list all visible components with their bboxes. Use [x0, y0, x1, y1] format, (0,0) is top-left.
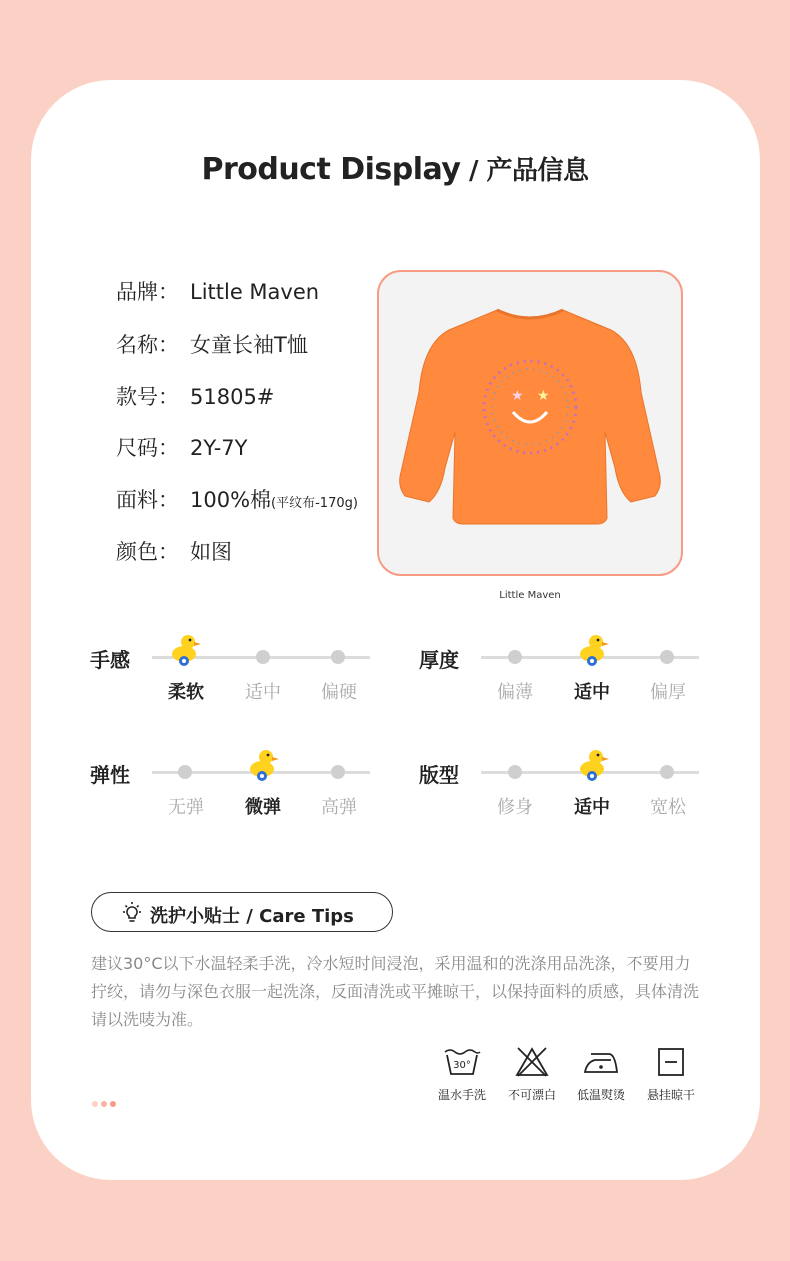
scale-dot	[178, 765, 192, 779]
spec-color: 颜色： 如图	[116, 540, 232, 564]
wash-symbol-hand-wash: 30° 温水手洗	[427, 1046, 497, 1103]
spec-brand: 品牌： Little Maven	[116, 280, 320, 304]
no-bleach-icon	[514, 1046, 550, 1078]
scale-option: 偏薄	[497, 682, 533, 703]
care-instructions: 建议30°C以下水温轻柔手洗，冷水短时间浸泡，采用温和的洗涤用品洗涤，不要用力拧绞，请勿与深色衣服一起洗涤，反面清洗或平摊晾干，以保持面料的质感，具体清洗请以洗唛为准。	[91, 954, 700, 1029]
scale-option-selected: 适中	[574, 797, 610, 818]
scale-dot	[256, 650, 270, 664]
scale-dot	[660, 765, 674, 779]
product-image-caption: Little Maven	[499, 590, 561, 601]
page-title: Product Display / 产品信息	[201, 152, 589, 187]
spec-style-number: 款号： 51805#	[116, 385, 275, 409]
scale-dot	[508, 765, 522, 779]
scale-option-selected: 适中	[574, 682, 610, 703]
scale-label-elasticity: 弹性	[90, 763, 130, 787]
scale-option: 宽松	[650, 797, 686, 818]
svg-text:★: ★	[537, 388, 550, 404]
scale-dot	[331, 765, 345, 779]
scale-option-selected: 微弹	[245, 797, 281, 818]
care-tips-pill	[91, 892, 393, 932]
decorative-dots	[92, 1092, 119, 1111]
scale-option: 修身	[497, 797, 533, 818]
scale-option: 适中	[245, 682, 281, 703]
scale-dot	[508, 650, 522, 664]
wash-symbol-low-iron: 低温熨烫	[566, 1046, 636, 1103]
spec-size: 尺码： 2Y-7Y	[116, 436, 248, 460]
scale-label-fit: 版型	[419, 763, 459, 787]
scale-dot	[331, 650, 345, 664]
low-iron-icon	[581, 1046, 621, 1078]
wash-symbol-hang-dry: 悬挂晾干	[636, 1046, 706, 1103]
scale-option: 偏硬	[321, 682, 357, 703]
scale-dot	[660, 650, 674, 664]
hand-wash-30-icon	[442, 1046, 482, 1078]
care-tips-label: 洗护小贴士 / Care Tips	[150, 906, 354, 927]
svg-text:30°: 30°	[453, 1060, 471, 1071]
scale-option: 高弹	[321, 797, 357, 818]
duck-indicator-icon	[246, 747, 280, 783]
hang-dry-icon	[655, 1046, 687, 1078]
svg-text:★: ★	[511, 388, 524, 404]
lightbulb-icon	[120, 901, 144, 925]
wash-symbol-no-bleach: 不可漂白	[497, 1046, 567, 1103]
duck-indicator-icon	[576, 632, 610, 668]
scale-label-hand-feel: 手感	[90, 648, 130, 672]
product-image	[377, 270, 683, 576]
scale-option: 无弹	[168, 797, 204, 818]
scale-label-thickness: 厚度	[419, 648, 459, 672]
spec-name: 名称： 女童长袖T恤	[116, 333, 308, 357]
duck-indicator-icon	[168, 632, 202, 668]
scale-option: 偏厚	[650, 682, 686, 703]
spec-fabric: 面料： 100%棉(平纹布-170g)	[116, 488, 358, 512]
scale-option-selected: 柔软	[168, 682, 204, 703]
tshirt-illustration	[379, 272, 681, 574]
duck-indicator-icon	[576, 747, 610, 783]
